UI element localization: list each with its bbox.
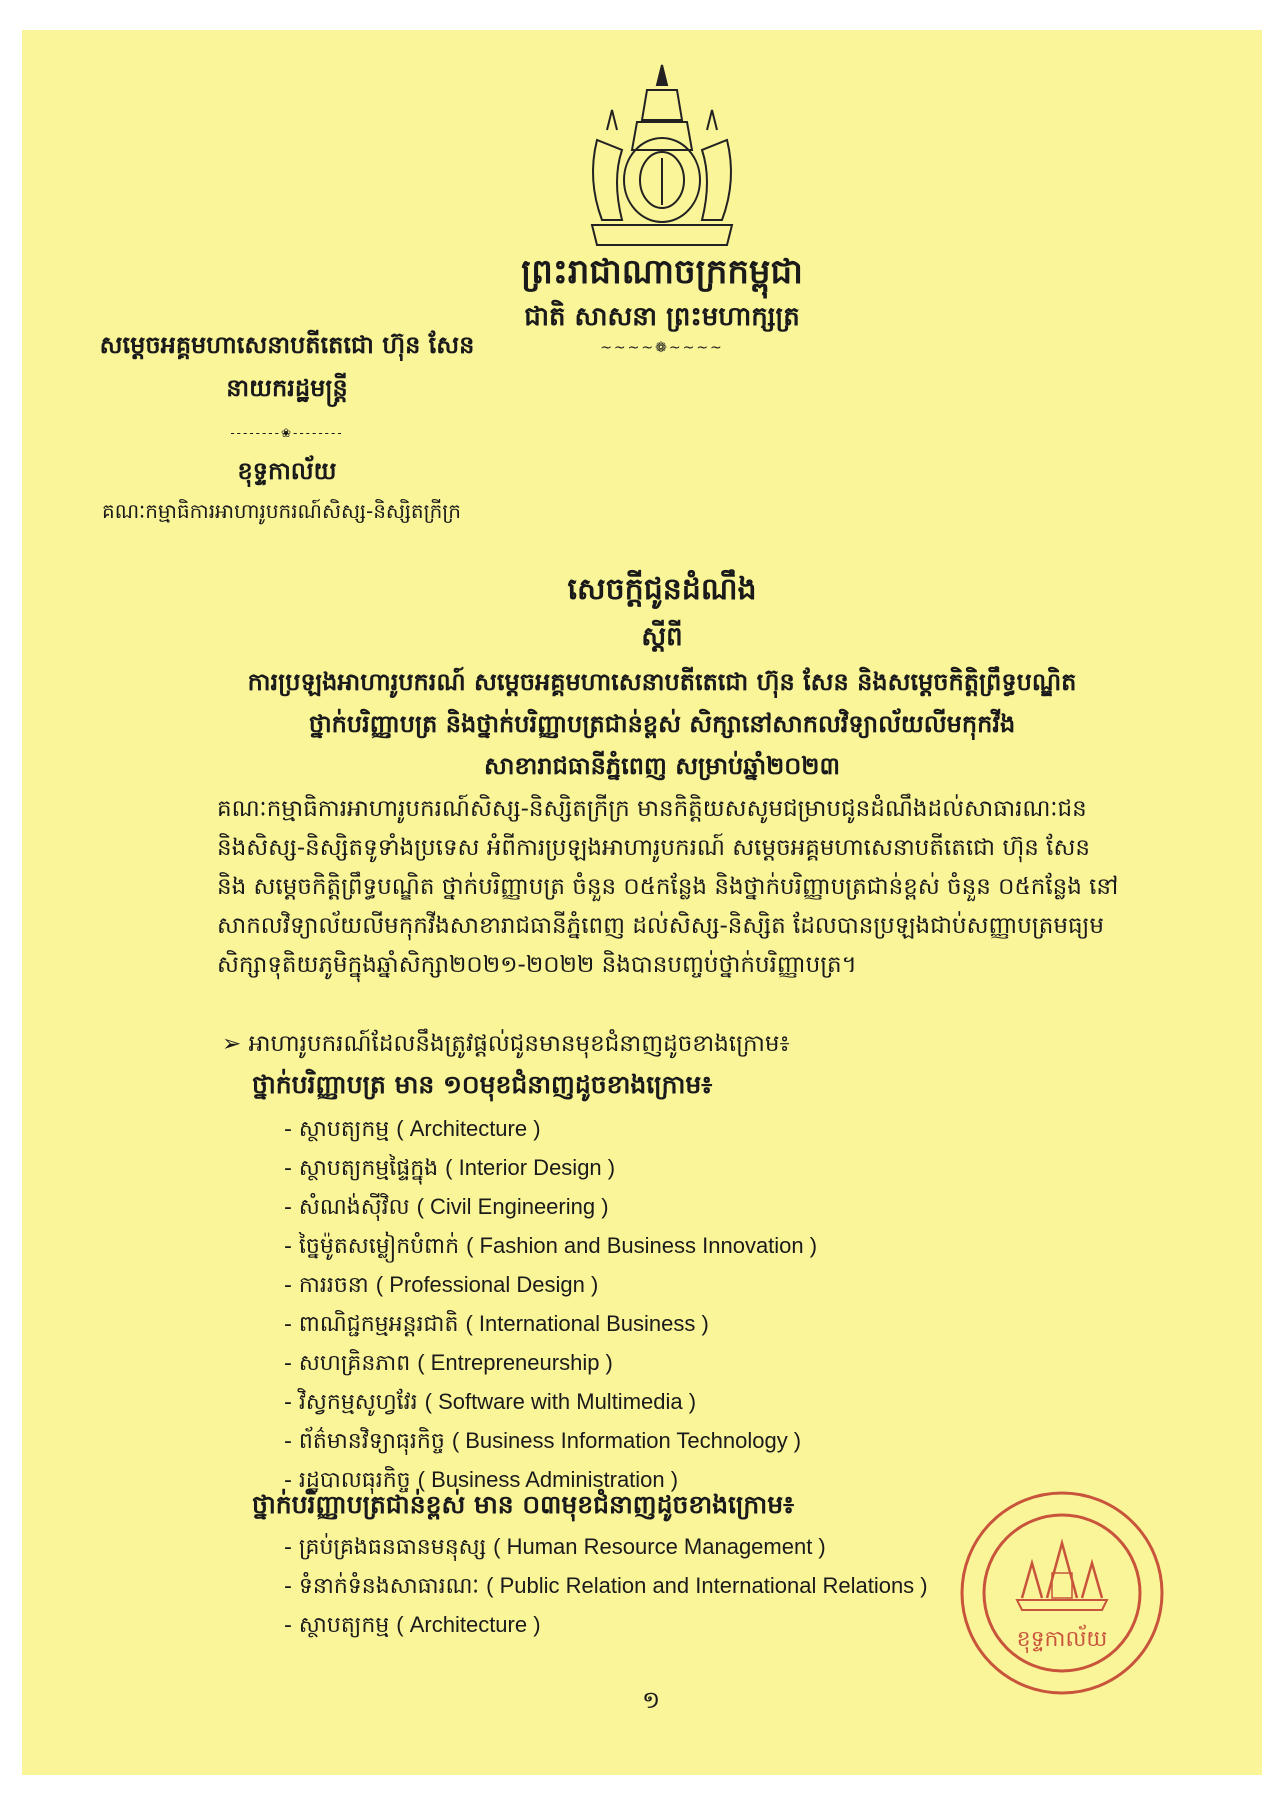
list-item: - សហគ្រិនភាព ( Entrepreneurship ) (284, 1350, 613, 1376)
kingdom-title: ព្រះរាជាណាចក្រកម្ពុជា (521, 252, 803, 292)
list-item: - សំណង់ស៊ីវិល ( Civil Engineering ) (284, 1194, 609, 1220)
body-line-2: និងសិស្ស-និស្សិតទូទាំងប្រទេស អំពីការប្រឡងអាហារូបករណ៍ សម្តេចអគ្គមហាសេនាបតីតេជោ ហ៊ុន សែន (217, 835, 1090, 861)
list-item: - ទំនាក់ទំនងសាធារណៈ ( Public Relation and International Relations ) (284, 1573, 928, 1599)
body-line-5: សិក្សាទុតិយភូមិក្នុងឆ្នាំសិក្សា២០២១-២០២២ និងបានបញ្ចប់ថ្នាក់បរិញ្ញាបត្រ។ (217, 952, 857, 978)
svg-text:ខុទ្ទកាល័យ: ខុទ្ទកាល័យ (1016, 1627, 1108, 1652)
list-item: - ព័ត៌មានវិទ្យាធុរកិច្ច ( Business Information Technology ) (284, 1428, 802, 1454)
notice-title-block (142, 570, 1182, 784)
notice-subject-line-1: ការប្រឡងអាហារូបករណ៍ សម្តេចអគ្គមហាសេនាបតីតេជោ ហ៊ុន សែន និងសម្តេចកិត្តិព្រឹទ្ធបណ្ឌិត (247, 668, 1077, 696)
sender-block (72, 330, 502, 491)
list-item: - ពាណិជ្ជកម្មអន្តរជាតិ ( International Business ) (284, 1311, 709, 1337)
sender-name: សម្តេចអគ្គមហាសេនាបតីតេជោ ហ៊ុន សែន (99, 331, 475, 359)
notice-title: សេចក្តីជូនដំណឹង (567, 572, 757, 607)
committee-name: គណៈកម្មាធិការអាហារូបករណ៍សិស្ស-និស្សិតក្រីក្រ (102, 499, 461, 523)
body-line-4: សាកលវិទ្យាល័យលីមកុកវីងសាខារាជធានីភ្នំពេញ ដល់សិស្ស-និស្សិត ដែលបានប្រឡងជាប់សញ្ញាបត្រមធ្យម (217, 913, 1104, 939)
motto-ornament: ~~~~❁~~~~ (600, 340, 724, 356)
master-list (284, 1528, 928, 1645)
bachelor-list (284, 1110, 817, 1500)
notice-about: ស្តីពី (641, 622, 683, 652)
sender-title: នាយករដ្ឋមន្ត្រី (226, 374, 348, 402)
scholarship-bullet: ➢ អាហារូបករណ៍ដែលនឹងត្រូវផ្តល់ជូនមានមុខជំនាញដូចខាងក្រោម៖ (222, 1031, 790, 1057)
list-item: - រដ្ឋបាលធុរកិច្ច ( Business Administration ) (284, 1467, 679, 1493)
notice-body (217, 790, 1177, 985)
body-line-1: គណៈកម្មាធិការអាហារូបករណ៍សិស្ស-និស្សិតក្រីក្រ មានកិត្តិយសសូមជម្រាបជូនដំណឹងដល់សាធារណៈជន (217, 796, 1087, 822)
royal-emblem-icon (567, 60, 757, 260)
sender-office: ខុទ្ទកាល័យ (237, 457, 337, 485)
bachelor-heading: ថ្នាក់បរិញ្ញាបត្រ មាន ១០មុខជំនាញដូចខាងក្រោម៖ (252, 1070, 713, 1099)
list-item: - គ្រប់គ្រងធនធានមនុស្ស ( Human Resource Management ) (284, 1534, 826, 1560)
list-item: - ស្ថាបត្យកម្ម ( Architecture ) (284, 1612, 541, 1638)
list-item: - ការរចនា ( Professional Design ) (284, 1272, 599, 1298)
office-seal-icon (957, 1488, 1167, 1698)
notice-subject-line-2: ថ្នាក់បរិញ្ញាបត្រ និងថ្នាក់បរិញ្ញាបត្រជាន់ខ្ពស់ សិក្សានៅសាកលវិទ្យាល័យលីមកុកវីង (308, 710, 1016, 738)
page-number: ១ (642, 1686, 661, 1714)
list-item: - វិស្វកម្មសូហ្វវែរ ( Software with Multimedia ) (284, 1389, 697, 1415)
document-page (22, 30, 1262, 1775)
notice-subject-line-3: សាខារាជធានីភ្នំពេញ សម្រាប់ឆ្នាំ២០២៣ (484, 752, 840, 780)
national-motto: ជាតិ សាសនា ព្រះមហាក្សត្រ (524, 302, 800, 332)
body-line-3: និង សម្តេចកិត្តិព្រឹទ្ធបណ្ឌិត ថ្នាក់បរិញ្ញាបត្រ ចំនួន ០៥កន្លែង និងថ្នាក់បរិញ្ញាបត្រជាន់ខ្ពស់ ចំនួន ០៥កន្លែង នៅ (217, 874, 1119, 900)
list-item: - ច្នៃម៉ូតសម្លៀកបំពាក់ ( Fashion and Business Innovation ) (284, 1233, 818, 1259)
list-item: - ស្ថាបត្យកម្មផ្ទៃក្នុង ( Interior Design ) (284, 1155, 616, 1181)
sender-ornament: --------❀-------- (230, 426, 344, 440)
master-heading: ថ្នាក់បរិញ្ញាបត្រជាន់ខ្ពស់ មាន ០៣មុខជំនាញដូចខាងក្រោម៖ (252, 1490, 795, 1519)
list-item: - ស្ថាបត្យកម្ម ( Architecture ) (284, 1116, 541, 1142)
